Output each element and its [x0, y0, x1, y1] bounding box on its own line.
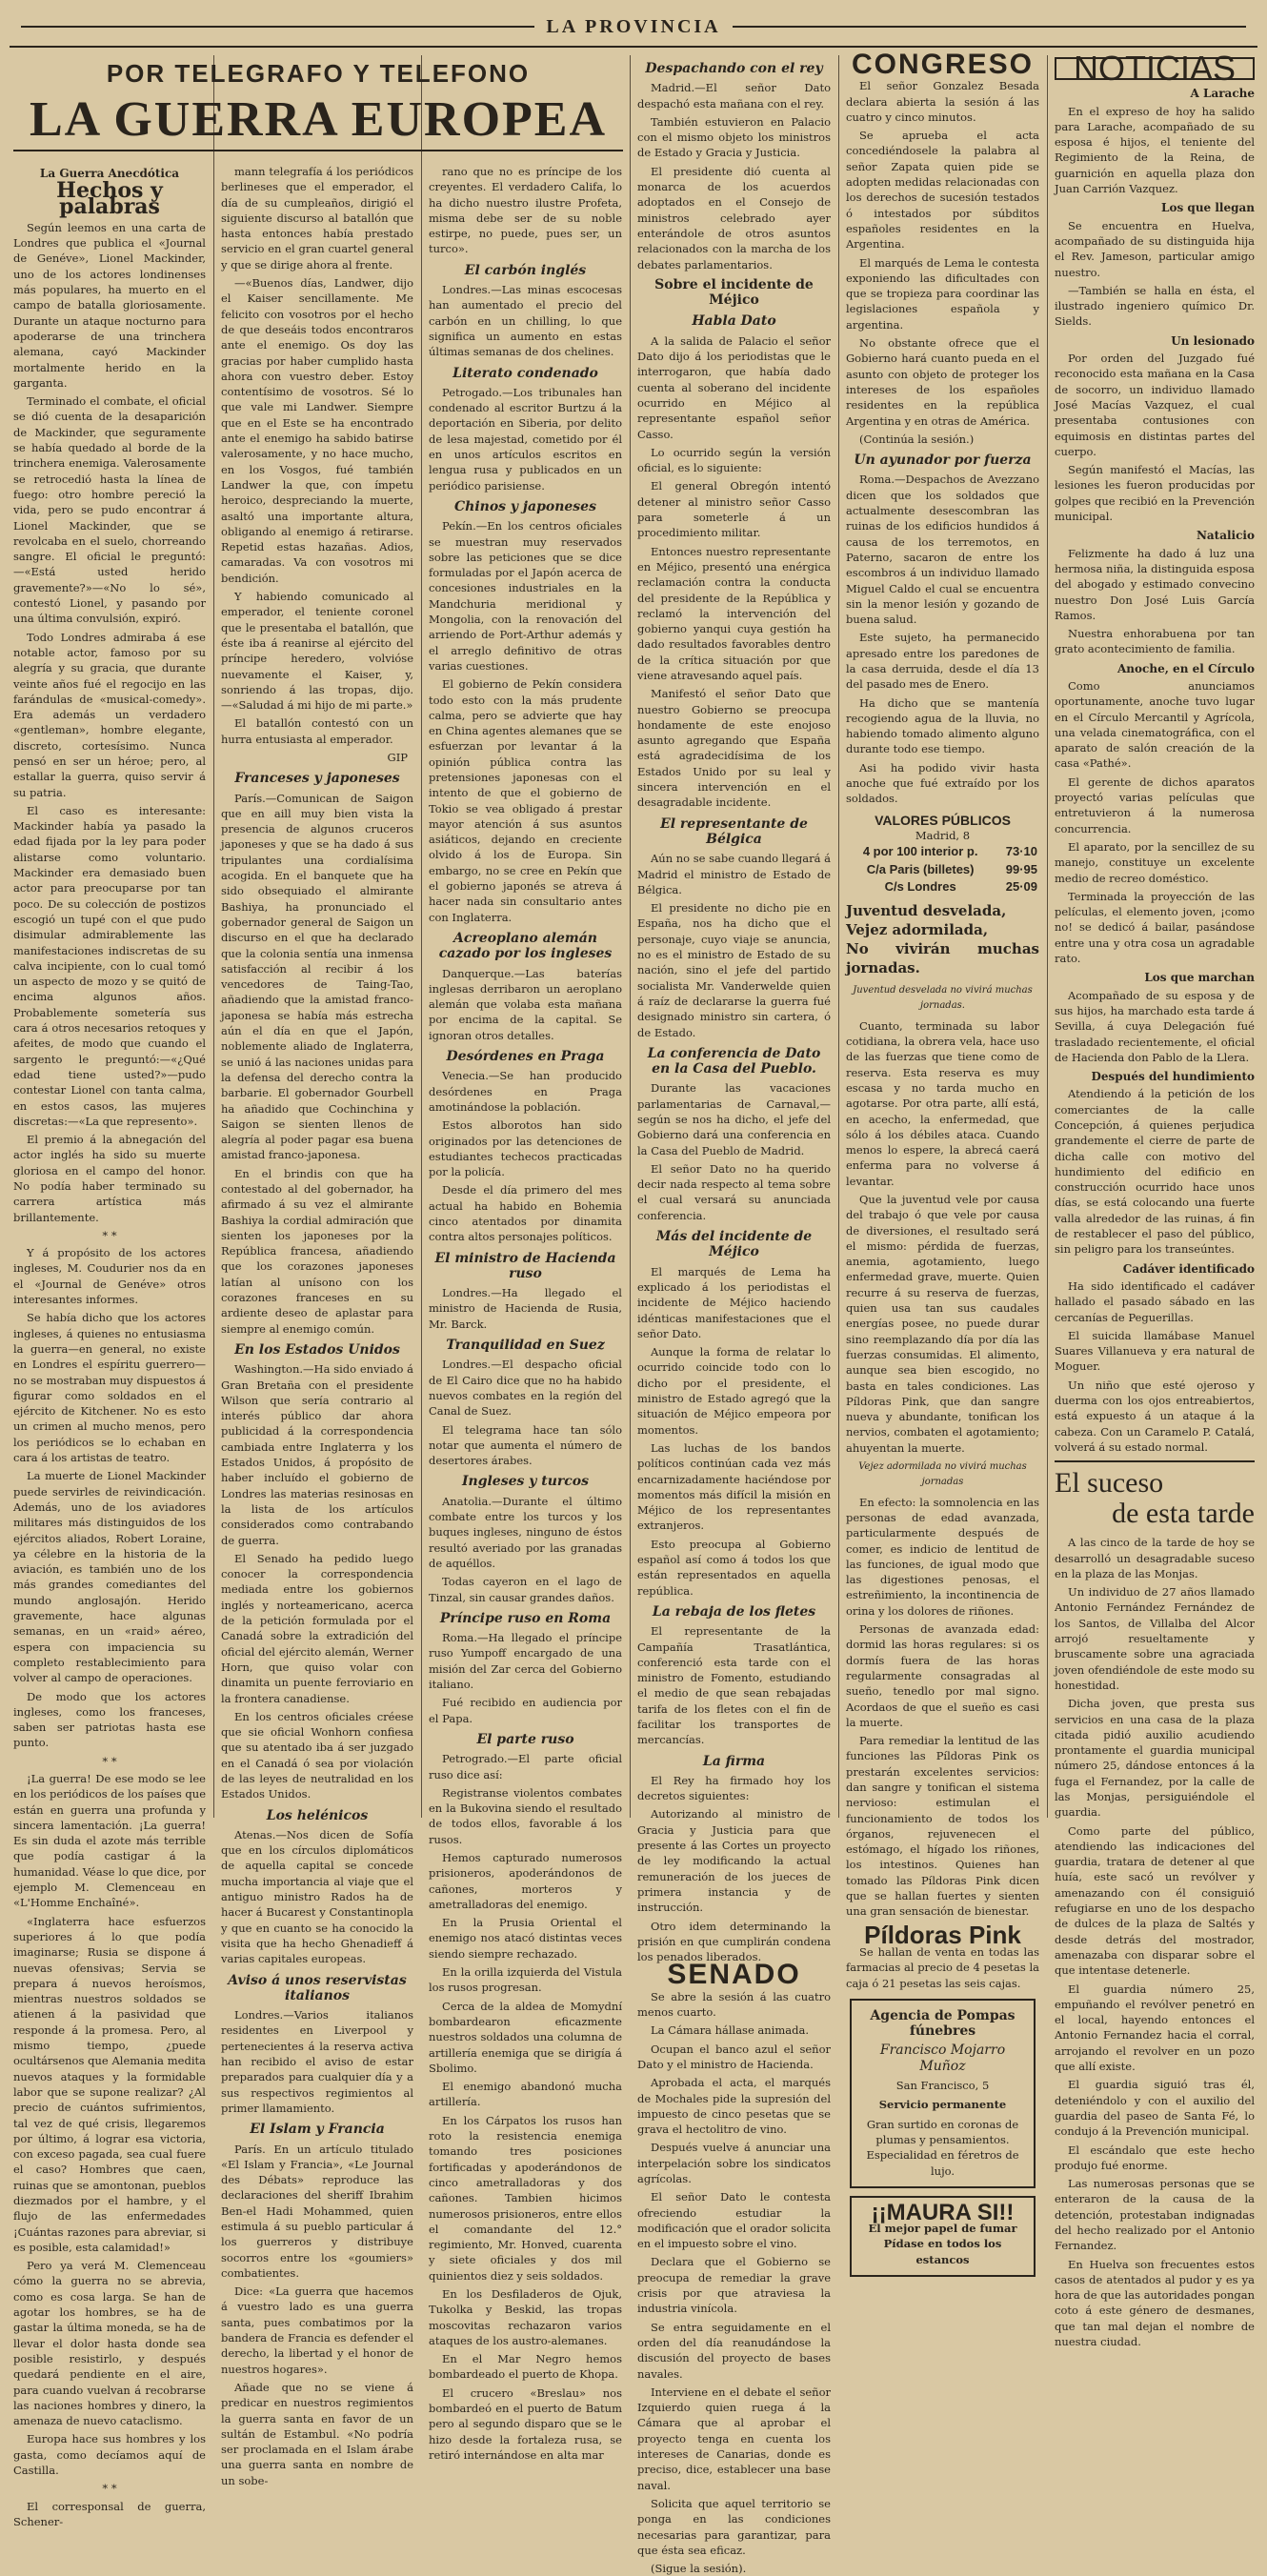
paragraph: Londres.—Varios italianos residentes en Liverpool y pertenecientes á la reserva activa han recibido el aviso de estar preparados para cualquier día y a sus respectivos regimientos al primer llamamiento. — [221, 2008, 413, 2115]
paragraph: Felizmente ha dado á luz una hermosa niña, la distinguida esposa del abogado y estimado convecino nuestro Don José Luis García Ramos. — [1055, 546, 1255, 622]
paragraph: El presidente no dicho pie en España, nos ha dicho que el personaje, cuyo viaje se anuncia, no es el ministro de Estado de su nación, sino el jefe del partido socialista Mr. Vanderwelde quien á raíz de declararse la guerra fué designado ministro sin cartera, ó de Estado. — [637, 901, 831, 1039]
stock-quotes — [846, 813, 1039, 896]
news-heading: Los que llegan — [1161, 201, 1255, 215]
masthead-title: LA PROVINCIA — [546, 15, 721, 37]
paragraph: Para remediar la lentitud de las funciones las Píldoras Pink os prestarán excelentes servicios: dan sangre y tonifican el sistema nervioso: estimulan el funcionamiento de todos los órganos, rejuvenecen el estómago, el hígado los riñones, los intestinos. Quienes han tomado las Píldoras Pink dicen que se hallan fuertes y sienten una gran sensación de bienestar. — [846, 1734, 1039, 1919]
funeral-agency-ad — [850, 1999, 1036, 2188]
paragraph: También estuvieron en Palacio con el mismo objeto los ministros de Estado y Gracia y Justicia. — [637, 114, 831, 160]
paragraph: Cerca de la aldea de Momydní bombardearon eficazmente nuestros soldados una columna de artillería enemiga que se dirigía á Sbolimo. — [429, 1999, 622, 2075]
paragraph: París.—Comunican de Saigon que en aill muy bien vista la presencia de algunos cruceros japoneses y que se ha dado á sus tripulantes una cordialísima acogida. En el banquete que ha sido obsequiado el almirante Bashiya, ha pronunciado el gobernador general de Saigon un discurso en el que ha declarado que la colonia sentía una inmensa satisfacción al recibir á los vencedores de Taing-Tao, añadiendo que la amistad franco-japonesa se había más estrecha aún el día en que el Japón, noblemente aliado de Inglaterra, se unió á las naciones unidas para la defensa del derecho contra la barbarie. El gobernador Gourbell ha añadido que Cochinchina y Saigon se sienten llenos de alegría al poder pagar esa buena amistad franco-japonesa. — [221, 791, 413, 1162]
paragraph: Dice: «La guerra que hacemos á vuestro lado es una guerra santa, pues combatimos por la bandera de Francia es defender el derecho, la libertad y el honor de nuestros hogares». — [221, 2284, 413, 2376]
paragraph: En el brindis con que ha contestado al del gobernador, ha afirmado á su vez el almirante Bashiya la cordial admiración que sienten los japoneses por la República francesa, añadiendo que los corazones japoneses latían al unísono con los corazones franceses en su ardiente deseo de aplastar para siempre al enemigo común. — [221, 1166, 413, 1336]
paragraph: El gerente de dichos aparatos proyectó varias películas que entretuvieron á la numerosa concurrencia. — [1055, 775, 1255, 835]
masthead — [10, 8, 1257, 48]
paragraph: A la salida de Palacio el señor Dato dijo á los periodistas que le interrogaron, que había dado cuenta al soberano del incidente ocurrido en Méjico al representante español señor Casso. — [637, 333, 831, 441]
section-heading: Desórdenes en Praga — [446, 1049, 605, 1065]
paragraph: Como parte del público, atendiendo las indicaciones del guardia, tratara de detener al que huía, este sacó un revólver y amenazando con él consiguió refugiarse en uno de los despacho de dulces de la plaza de Saltés y desde detrás del mostrador, amenazaba con disparar sobre el que intentase detenerle. — [1055, 1823, 1255, 1978]
paragraph: «Inglaterra hace esfuerzos superiores á lo que podía imaginarse; Rusia se dispone á nuevas ofensivas; Servia se prepara á nuevos heroísmos, mientras nuestros soldados se atienen á la pasividad que responde á la promesa. Pero, al mismo tiempo, ¿puede ocultársenos que Alemania medita nuevos ataques y la formidable labor que se supone realizar? ¿Al precio de cuántos sufrimientos, tal vez de qué crisis, llegaremos por último, á lograr esa victoria, con exceso pagada, sea cual fuere el caso? Hombres que caen, ruinas que se amontonan, pueblos diezmados por el hambre, y el flujo de las enfermedades ¡Cuántas razones para abreviar, si es posible, esta calamidad!» — [13, 1914, 206, 2254]
news-heading: A Larache — [1190, 87, 1255, 101]
paragraph: Roma.—Ha llegado el príncipe ruso Yumpoff encargado de una misión del Zar cerca del Gobierno italiano. — [429, 1631, 622, 1692]
section-heading: El parte ruso — [476, 1731, 574, 1747]
paragraph: Londres.—El despacho oficial de El Cairo dice que no ha habido nuevos combates en la región del Canal de Suez. — [429, 1358, 622, 1419]
paragraph: Todas cayeron en el lago de Tinzal, sin causar grandes daños. — [429, 1575, 622, 1604]
paragraph: (Continúa la sesión.) — [859, 432, 975, 446]
column-rule — [213, 55, 214, 1818]
paragraph: El marqués de Lema ha explicado á los periodistas el incidente de Méjico haciendo idénticas manifestaciones que el señor Dato. — [637, 1264, 831, 1340]
section-heading: Ingleses y turcos — [461, 1474, 590, 1490]
paragraph: Autorizando al ministro de Gracia y Justicia para que presente á las Cortes un proyecto de ley modificando la actual remuneración de los jueces de primera instancia y de instrucción. — [637, 1807, 831, 1915]
kicker: La Guerra Anecdótica — [39, 167, 180, 180]
paragraph: Se encuentra en Huelva, acompañado de su distinguida hija el Rev. Jameson, particular amigo nuestro. — [1055, 218, 1255, 279]
paragraph: Madrid.—El señor Dato despachó esta mañana con el rey. — [637, 81, 831, 111]
column-rule — [421, 55, 422, 1818]
paragraph: Ha sido identificado el cadáver hallado el pasado sábado en las cercanías de Peguerillas. — [1055, 1278, 1255, 1324]
paragraph: Hemos capturado numerosos prisioneros, apoderándonos de cañones, morteros y ametralladoras del enemigo. — [429, 1850, 622, 1911]
column-6 — [1055, 49, 1255, 2349]
paragraph: Lo ocurrido según la versión oficial, es lo siguiente: — [637, 445, 831, 475]
paragraph: Danquerque.—Las baterías inglesas derribaron un aeroplano alemán que volaba esta mañana por encima de la capital. Se ignoran otros detalles. — [429, 966, 622, 1042]
paragraph: Ha dicho que se mantenía recogiendo agua de la lluvia, no habiendo tomado alimento alguno durante todo ese tiempo. — [846, 695, 1039, 756]
paragraph: El general Obregón intentó detener al ministro señor Casso para someterle á un procedimiento militar. — [637, 479, 831, 540]
paragraph: El enemigo abandonó mucha artillería. — [429, 2080, 622, 2109]
paragraph: rano que no es príncipe de los creyentes. El verdadero Califa, lo ha dicho nuestro ilustre Profeta, misma debe ser de su noble estirpe, no puede, pues ser, un turco». — [429, 165, 622, 256]
paragraph: Se hallan de venta en todas las farmacias al precio de 4 pesetas la caja ó 21 pesetas las seis cajas. — [846, 1944, 1039, 1990]
pink-pills-heading: Píldoras Pink — [864, 1920, 1021, 1949]
ad-headline — [846, 901, 1039, 977]
table-row — [846, 861, 1039, 878]
paragraph: Todo Londres admiraba á ese notable actor, famoso por su alegría y su gracia, que durante veinte años fué el regocijo en las farándulas de «musical-comedy». Era además un verdadero «gentleman», hombre elegante, discreto, cortesísimo. Nunca pensó en ser un héroe; pero, al estallar la guerra, quiso servir á su patria. — [13, 630, 206, 799]
column-rule — [1047, 55, 1048, 1818]
paragraph: De modo que los actores ingleses, como los franceses, saben ser patriotas hasta ese punto. — [13, 1689, 206, 1750]
paragraph: El presidente dió cuenta al monarca de los acuerdos adoptados en el Consejo de ministros celebrado ayer enterándole de otros asuntos relacionados con la marcha de los debates parlamentarios. — [637, 164, 831, 272]
paragraph: mann telegrafía á los periódicos berlineses que el emperador, el día de su cumpleaños, dirigió el siguiente discurso al batallón que hasta entonces había prestado servicio en el gran cuartel general y que se dirige ahora al frente. — [221, 165, 413, 272]
section-heading: Acreoplano alemán cazado por los ingleses — [438, 930, 613, 962]
paragraph: El gobierno de Pekín considera todo esto con la más prudente calma, pero se advierte que hay en China agentes alemanes que se esfuerzan por levantar á la opinión pública contra las pretensiones japonesas con el intento de que el gobierno de Tokio se vea obligado á prestar mayor atención á sus asuntos asiáticos, dejando en creciente olvido á los de Europa. Sin embargo, no se cree en Pekín que el gobierno japonés se atreva á hacer nada sin consultario antes con Inglaterra. — [429, 677, 622, 924]
quotes-heading: VALORES PÚBLICOS — [875, 812, 1011, 828]
paragraph: Desde el día primero del mes actual ha habido en Bohemia cinco atentados por dinamita contra altos personajes políticos. — [429, 1183, 622, 1244]
paragraph: El representante de la Campañía Trasatlántica, conferenció esta tarde con el ministro de Fomento, estudiando el medio de que sean rebajadas tarifa de los fletes con el fin de facilitar los transportes de mercancías. — [637, 1624, 831, 1747]
paragraph: Atenas.—Nos dicen de Sofía que en los círculos diplomáticos de aquella capital se concede mucha importancia al viaje que el antiguo ministro Rados ha de hacer á Bucarest y Constantinopla y que en cuanto se ha conocido la visita que ha hecho Ghenadieff á varias capitales europeas. — [221, 1827, 413, 1966]
paragraph: La muerte de Lionel Mackinder puede servirles de reivindicación. Además, uno de los aviadores militares más distinguidos de los ejércitos aliados, Robert Loraine, ya célebre en la historia de la aviación, es también uno de los más grandes comediantes del mundo anglosajón. Herido gravemente, hace algunas semanas, en un «raid» aéreo, espera con impaciencia su completo restablecimiento para volver al campo de operaciones. — [13, 1469, 206, 1685]
paragraph: Manifestó el señor Dato que nuestro Gobierno se preocupa hondamente de este enojoso asunto agregando que España está agradecidísima de los Estados Unido por su leal y sincera intervención en el desagradable incidente. — [637, 687, 831, 810]
paragraph: Que la juventud vele por causa del trabajo ó que vele por causa de diversiones, el resultado será el mismo: pérdida de fuerzas, anemia, agotamiento, luego enfermedad grave, muerte. Quien recurre á su reserva de fuerzas, quien usa tan sus caudales energías posee, no puede durar sino reemplazando día por día las fuerzas consumidas. El alimento, aunque sea bien escogido, no basta en tales condiciones. Las Píldoras Pink, que dan sangre nueva y abundante, tonifican los nervios, combaten el agotamiento; ahuyentan la muerte. — [846, 1193, 1039, 1455]
paragraph: Terminada la proyección de las películas, el elemento joven, ¡como no! se dedicó á bailar, pasándose entre una y otra cosa un agradable rato. — [1055, 889, 1255, 966]
paragraph: Solicita que aquel territorio se ponga en las condiciones necesarias para garantizar, para que ésta sea eficaz. — [637, 2496, 831, 2557]
column-4 — [637, 55, 831, 2576]
paragraph: Las numerosas personas que se enteraron de la causa de la detención, protestaban indignadas del hecho realizado por el Antonio Fernandez. — [1055, 2177, 1255, 2253]
section-heading: Franceses y japoneses — [234, 771, 400, 787]
paragraph: Otro idem determinando la prisión en que cumplirán condena los penados liberados. — [637, 1919, 831, 1964]
article-title: Hechos y palabras — [56, 178, 163, 219]
ad-line: Juventud desvelada, — [846, 902, 1007, 920]
paragraph: Asi ha podido vivir hasta anoche que fué extraído por los soldados. — [846, 760, 1039, 806]
ad-text: Gran surtido en coronas de plumas y pensamientos. — [866, 2117, 1019, 2146]
paragraph: Roma.—Despachos de Avezzano dicen que los soldados que actualmente desescombran las ruinas de los edificios hundidos á causa de los terremotos, en Paterno, sacaron de entre los escombros á un individuo llamado Miguel Caldo el cual se encuentra sin la menor lesión y gozando de buena salud. — [846, 473, 1039, 627]
section-heading: El Islam y Francia — [250, 2122, 385, 2138]
section-heading: Chinos y japoneses — [454, 498, 596, 514]
paragraph: Se aprueba el acta concediéndosele la palabra al señor Zapata quien pide se adopten medidas relacionadas con los derechos de sucesión testados ó intestados por súbditos españoles residentes en la Argentina. — [846, 129, 1039, 252]
paragraph: La Cámara hállase animada. — [651, 2023, 809, 2038]
paragraph: Durante las vacaciones parlamentarias de Carnaval,—según se nos ha dicho, el jefe del Gobierno dará una conferencia en la Casa del Pueblo de Madrid. — [637, 1081, 831, 1157]
paragraph: En el Mar Negro hemos bombardeado el puerto de Khopa. — [429, 2352, 622, 2382]
paragraph: Terminado el combate, el oficial se dió cuenta de la desaparición de Mackinder, que seguramente se había quedado al borde de la trinchera enemiga. Valerosamente se retrocedió hasta la línea de fuego: otro hombre pereció la vida, pero se pudo encontrar á Lionel Mackinder, que se revolcaba en el suelo, chorreando sangre. El oficial le preguntó:—«Está usted herido gravemente?»—«No lo sé», contestó Lionel, y pasando por una última convulsión, expiró. — [13, 394, 206, 626]
paragraph: Y habiendo comunicado al emperador, el teniente coronel que le presentaba el batallón, que éste iba á reanirse al ejército del príncipe heredero, volvióse nuevamente el Kaiser, y, sonriendo á las tropas, dijo.—«Saludad á mi hijo de mi parte.» — [221, 590, 413, 713]
masthead-rule-right — [733, 26, 1246, 28]
paragraph: Fué recibido en audiencia por el Papa. — [429, 1696, 622, 1725]
paragraph: Acompañado de su esposa y de sus hijos, ha marchado esta tarde á Sevilla, á cuya Delegación fué trasladado recientemente, el oficial de Hacienda don Pablo de la Llera. — [1055, 988, 1255, 1064]
paragraph: El corresponsal de guerra, Schener- — [13, 2499, 206, 2528]
paragraph: Registranse violentos combates en la Bukovina siendo el resultado de todos ellos, favorable á los rusos. — [429, 1785, 622, 1846]
quote-label: C/a Paris (billetes) — [866, 861, 975, 876]
paragraph: En efecto: la somnolencia en las personas de edad avanzada, particularmente después de comer, es indicio de lentitud de las funciones, de igual modo que las digestiones penosas, el estreñimiento, la incontinencia de orina y los dolores de riñones. — [846, 1495, 1039, 1618]
paragraph: El aparato, por la sencillez de su manejo, constituye un excelente medio de recreo doméstico. — [1055, 839, 1255, 885]
suceso-line-2: de esta tarde — [1112, 1498, 1255, 1530]
senado-heading: SENADO — [667, 1959, 801, 1991]
paragraph: El escándalo que este hecho produjo fué enorme. — [1055, 2143, 1255, 2172]
paragraph: El crucero «Breslau» nos bombardeó en el puerto de Batum pero al segundo disparo que se le hizo desde la fortaleza rusa, se retiró internándose en alta mar — [429, 2385, 622, 2462]
ad-caption: Vejez adormilada no vivirá muchas jornadas — [858, 1461, 1027, 1488]
paragraph: Venecia.—Se han producido desórdenes en Praga amotinándose la población. — [429, 1069, 622, 1114]
news-heading: Los que marchan — [1144, 971, 1255, 985]
paragraph: Añade que no se viene á predicar en nuestros regimientos la guerra santa en favor de un sultán de Estambul. «No podría ser proclamada en el Islam árabe una guerra santa en nombre de un sobe- — [221, 2380, 413, 2487]
paragraph: El guardia número 25, empuñando el revólver penetró en el local, hayendo entonces el Antonio Fernandez hacia el corral, arrojando el revolver en un pozo que allí existe. — [1055, 1982, 1255, 2074]
paragraph: Se entra seguidamente en el orden del día reanudándose la discusión del proyecto de bases navales. — [637, 2320, 831, 2381]
paragraph: El batallón contestó con un hurra entusiasta al emperador. — [221, 716, 413, 746]
paragraph: Esto preocupa al Gobierno español así como á todos los que están representados en aquella república. — [637, 1537, 831, 1598]
paragraph: (Sigue la sesión). — [651, 2562, 747, 2576]
paragraph: Se abre la sesión á las cuatro menos cuarto. — [637, 1989, 831, 2020]
paragraph: Por orden del Juzgado fué reconocido esta mañana en la Casa de socorro, un individuo llamado José Macías Vazquez, el cual presentaba contusiones con equimosis en distintas partes del cuerpo. — [1055, 352, 1255, 458]
section-subhead: Sobre el incidente de Méjico — [654, 276, 814, 309]
section-heading: El representante de Bélgica — [660, 815, 808, 847]
section-heading: El ministro de Hacienda ruso — [434, 1250, 616, 1281]
paragraph: Declara que el Gobierno se preocupa de remediar la grave crisis por que atraviesa la industria vinícola. — [637, 2255, 831, 2316]
column-1 — [13, 164, 206, 2528]
paragraph: El señor Dato le contesta ofreciendo estudiar la modificación que el orador solicita en el impuesto sobre el vino. — [637, 2190, 831, 2251]
ad-text: Pídase en todos los estancos — [883, 2237, 1002, 2266]
paragraph: Estos alborotos han sido originados por las detenciones de estudiantes techecos practicadas por la policía. — [429, 1118, 622, 1179]
ad-address: San Francisco, 5 — [895, 2079, 990, 2093]
congreso-heading: CONGRESO — [851, 49, 1035, 80]
section-heading: Aviso á unos reservistas italianos — [228, 1972, 407, 2003]
quote-value: 73·10 — [1005, 844, 1037, 859]
paragraph: Personas de avanzada edad: dormid las horas regulares: si os dormís fuera de las horas regularmente consagradas al sueño, tenedlo por mal signo. Acordaos de que el sueño es casi la muerte. — [846, 1622, 1039, 1729]
table-row — [846, 878, 1039, 896]
paragraph: El premio á la abnegación del actor inglés ha sido su muerte gloriosa en el campo del honor. No podía haber terminado su carrera artística más brillantemente. — [13, 1133, 206, 1224]
paragraph: Dicha joven, que presta sus servicios en una casa de la plaza citada pidió auxilio acudiendo prontamente el guardia municipal número 25, dándose entonces á la fuga el Fernandez, por la calle de las Monjas, persiguiéndole el guardia. — [1055, 1697, 1255, 1820]
section-heading: La rebaja de los fletes — [652, 1603, 816, 1620]
paragraph: En el expreso de hoy ha salido para Larache, acompañado de su esposa é hijos, el teniente del Regimiento de la Reina, de guarnición en aquella plaza don Juan Carrión Vazquez. — [1055, 104, 1255, 196]
paragraph: A las cinco de la tarde de hoy se desarrolló un desagradable suceso en la plaza de las Monjas. — [1055, 1536, 1255, 1580]
section-heading: Más del incidente de Méjico — [655, 1229, 813, 1260]
paragraph: Cuanto, terminada su labor cotidiana, la obrera vela, hace uso de las fuerzas que tiene como de reserva. Esta reserva es muy escasa y no tarda mucho en agotarse. Por otra parte, allí está, en acecho, la enfermedad, que sólo á los débiles ataca. Cuando menos lo espere, la abrecá caerá enferma para no volverse á levantar. — [846, 1018, 1039, 1188]
paragraph: Anatolia.—Durante el último combate entre los turcos y los buques ingleses, ninguno de éstos resultó averiado por las granadas de aquéllos. — [429, 1494, 622, 1570]
news-heading: Después del hundimiento — [1091, 1070, 1255, 1084]
paragraph: Se había dicho que los actores ingleses, á quienes no entusiasma la guerra—en general, no existe en Londres el espíritu guerrero—no se mostraban muy dispuestos á figurar como soldados en el ejército de Kitchener. No es esto un crimen al mucho menos, pero los periódicos se lo echaban en cara á los artistas de teatro. — [13, 1311, 206, 1465]
separator: * * — [102, 2482, 117, 2496]
noticias-heading: NOTICIAS — [1055, 57, 1255, 80]
paragraph: Según manifestó el Macías, las lesiones les fueron producidas por golpes que recibió en la Prevención municipal. — [1055, 463, 1255, 524]
section-heading: El carbón inglés — [464, 262, 587, 278]
paragraph: Petrogado.—Los tribunales han condenado al escritor Burtzu á la deportación en Siberia, por delito de lesa majestad, cometido por él en unos artículos escritos en lengua rusa y publicados en un periódico parisiense. — [429, 385, 622, 493]
paragraph: En los centros oficiales créese que sie oficial Wonhorn confiesa que su atentado iba á ser juzgado en el Canadá ó sea por violación de las leyes de neutralidad en los Estados Unidos. — [221, 1709, 413, 1801]
ad-caption: Juventud desvelada no vivirá muchas jornadas. — [853, 985, 1033, 1012]
paragraph: El Rey ha firmado hoy los decretos siguientes: — [637, 1773, 831, 1803]
separator: * * — [102, 1228, 117, 1242]
section-heading: Los helénicos — [266, 1807, 369, 1823]
paragraph: El señor Gonzalez Besada declara abierta la sesión á las cuatro y cinco minutos. — [846, 79, 1039, 124]
paragraph: Según leemos en una carta de Londres que publica el «Journal de Genéve», Lionel Mackinder, uno de los actores londinenses más populares, ha muerto en el campo de batalla gloriosamente. Durante un ataque nocturno para apoderarse de una trinchera alemana, cayó Mackinder mortalmente herido en la garganta. — [13, 220, 206, 390]
column-2 — [221, 164, 413, 2487]
signature: GIP — [387, 750, 408, 764]
paragraph: Interviene en el debate el señor Izquierdo quien ruega á la Cámara que al aprobar el proyecto tenga en cuenta los intereses de Canarias, donde es preciso, dice, establecer una base naval. — [637, 2385, 831, 2492]
banner-headline: LA GUERRA EUROPEA — [13, 94, 623, 151]
paragraph: El suicida llamábase Manuel Suares Villanueva y era natural de Moguer. — [1055, 1328, 1255, 1374]
paragraph: Después vuelve á anunciar una interpelación sobre los sindicatos agrícolas. — [637, 2141, 831, 2185]
paragraph: El Senado ha pedido luego conocer la correspondencia mediada entre los gobiernos inglés y norteamericano, acerca de la petición formulada por el Canadá sobre la extradición del oficial del ejército alemán, Werner Horn, que quiso volar con dinamita un puente ferroviario en la frontera canadiense. — [221, 1551, 413, 1705]
paragraph: No obstante ofrece que el Gobierno hará cuanto pueda en el asunto con objeto de proteger los intereses de los españoles residentes en la república Argentina y en otras de América. — [846, 336, 1039, 428]
quotes-table — [846, 843, 1039, 896]
paragraph: ¡La guerra! De ese modo se lee en los periódicos de los países que están en guerra una profunda y sincera lamentación. ¡La guerra! Es sin duda el azote más terrible que podía castigar á la humanidad. Véase lo que dice, por ejemplo M. Clemenceau en «L'Homme Enchaîné». — [13, 1771, 206, 1910]
ad-text: El mejor papel de fumar — [868, 2222, 1017, 2236]
ad-service: Servicio permanente — [878, 2098, 1007, 2112]
ad-title: Agencia de Pompas fúnebres — [870, 2007, 1016, 2040]
quote-value: 25·09 — [1005, 878, 1037, 894]
ad-line: No vivirán muchas jornadas. — [846, 940, 1039, 977]
paragraph: El telegrama hace tan sólo notar que aumenta el número de desertores árabes. — [429, 1422, 622, 1468]
paragraph: En Huelva son frecuentes estos casos de atentados al pudor y es ya hora de que las autoridades pongan coto á este género de desmanes, que tan mal dejan el nombre de nuestra ciudad. — [1055, 2257, 1255, 2349]
column-5 — [846, 49, 1039, 2266]
paragraph: Londres.—Ha llegado el ministro de Hacienda de Rusia, Mr. Barck. — [429, 1286, 622, 1331]
paragraph: El guardia siguió tras él, deteniéndolo y con el auxilio del guardia del paseo de Santa Fé, lo condujo á la Prevención municipal. — [1055, 2078, 1255, 2139]
paragraph: París. En un artículo titulado «El Islam y Francia», «Le Journal des Débats» reproduce las declaraciones del sheriff Ibrahim Ben-el Hadi Mohammed, quien estimula á su pueblo particular á los guerreros y distribuye socorros entre los «goumiers» combatientes. — [221, 2142, 413, 2280]
paragraph: Washington.—Ha sido enviado á Gran Bretaña con el presidente Wilson que sería contrario al interés público dar ahora publicidad á la correspondencia cambiada entre Inglaterra y los Estados Unidos, á propósito de haber incluído el gobierno de Londres las materias resinosas en la lista de los artículos considerados como contrabando de guerra. — [221, 1362, 413, 1547]
section-heading: Tranquilidad en Suez — [446, 1338, 605, 1354]
table-row — [846, 843, 1039, 860]
quote-label: 4 por 100 interior p. — [862, 844, 978, 859]
paragraph: Y á propósito de los actores ingleses, M. Coudurier nos da en el «Journal de Genéve» otros interesantes informes. — [13, 1246, 206, 1307]
paragraph: El señor Dato no ha querido decir nada respecto al tema sobre el cual versará su anunciada conferencia. — [637, 1161, 831, 1222]
news-heading: Natalicio — [1196, 529, 1255, 543]
paragraph: Atendiendo á la petición de los comerciantes de la calle Concepción, á quienes perjudica grandemente el cierre de parte de dicha calle con motivo del hundimiento del edificio en construcción ocurrido hace unos días, se está colocando una fuerte valla alrededor de las ruinas, á fin de restablecer el paso del público, sin peligro para los transeúntes. — [1055, 1087, 1255, 1257]
suceso-heading — [1055, 1460, 1255, 1529]
paragraph: Entonces nuestro representante en Méjico, presentó una enérgica reclamación contra la conducta del presidente de la República y reclamó la intervención del gobierno yanqui cuya gestión ha dado resultados favorables dentro de la crítica situación por que viene atravesando aquel país. — [637, 544, 831, 682]
banner-pretitle: POR TELEGRAFO Y TELEFONO — [106, 59, 531, 88]
section-heading: Habla Dato — [692, 313, 776, 330]
section-heading: La firma — [702, 1753, 766, 1769]
paragraph: Las luchas de los bandos políticos continúan cada vez más encarnizadamente haciéndose por momentos más difícil la misión en Méjico de los representantes extranjeros. — [637, 1440, 831, 1533]
paragraph: En la orilla izquierda del Vistula los rusos progresan. — [429, 1965, 622, 1995]
quote-value: 99·95 — [1005, 861, 1037, 876]
paragraph: —También se halla en ésta, el ilustrado ingeniero químico Dr. Sields. — [1055, 283, 1255, 329]
ad-text: Especialidad en féretros de lujo. — [866, 2148, 1019, 2178]
section-heading: La conferencia de Dato en la Casa del Pueblo. — [647, 1045, 821, 1077]
section-heading: Un ayunador por fuerza — [854, 453, 1032, 469]
quotes-date: Madrid, 8 — [915, 828, 971, 842]
paragraph: Este sujeto, ha permanecido apresado entre los paredones de la casa derruida, desde el día 13 del pasado mes de Enero. — [846, 631, 1039, 692]
paragraph: En la Prusia Oriental el enemigo nos atacó distintas veces siendo siempre rechazado. — [429, 1916, 622, 1961]
news-heading: Un lesionado — [1171, 333, 1255, 348]
paragraph: En los Desfiladeros de Ojuk, Tukolka y Beskid, las tropas moscovitas rechazaron varios ataques de los austro-alemanes. — [429, 2287, 622, 2347]
ad-line: Vejez adormilada, — [846, 921, 989, 939]
paragraph: El caso es interesante: Mackinder había ya pasado la edad fijada por la ley para poder alistarse como voluntario. Mackinder era demasiado buen actor para preocuparse por tan poco. De su colección de postizos escogió un tupé con el que pudo disimular admirablemente las manifestaciones indiscretas de su calva incipiente, con lo cual tomó un aspecto de mozo y se quitó de encima algunos años. Probablemente sometería sus cara á otros necesarios retoques y afeites, de modo que cuando el sargento le preguntó:—«¿Qué edad tiene usted?»—pudo contestar Lionel con tanta calma, en estos casos, las mujeres discretas:—«La que represento». — [13, 803, 206, 1128]
masthead-rule-left — [21, 26, 534, 28]
suceso-line-1: El suceso — [1055, 1467, 1164, 1499]
paragraph: Londres.—Las minas escocesas han aumentado el precio del carbón en un chilling, lo que significa un aumento en estas últimas semanas de dos chelines. — [429, 283, 622, 359]
paragraph: Ocupan el banco azul el señor Dato y el ministro de Hacienda. — [637, 2042, 831, 2071]
maura-paper-ad — [850, 2196, 1036, 2277]
paragraph: Pero ya verá M. Clemenceau cómo la guerra no se abrevia, como es cosa larga. Se han de agotar los hombres, se ha de gastar la última moneda, se ha de llevar el dolor hasta donde sea posible resistirlo, y después quedará pendiente en el aire, para cuando vuelvan á recobrarse las naciones hombres y dinero, la amenaza de nuevo cataclismo. — [13, 2259, 206, 2428]
paragraph: En los Cárpatos los rusos han roto la resistencia enemiga tomando tres posiciones fortificadas y apoderándonos de cinco ametralladoras y dos cañones. Tambien hicimos numerosos prisioneros, entre ellos el comandante del 12.° regimiento, Mr. Honved, cuarenta y siete oficiales y dos mil quinientos diez y seis soldados. — [429, 2113, 622, 2283]
paragraph: El marqués de Lema le contesta exponiendo las dificultades con que se tropieza para coordinar las legislaciones española y argentina. — [846, 255, 1039, 332]
section-heading: Literato condenado — [452, 365, 598, 381]
paragraph: Un niño que esté ojeroso y duerma con los ojos entreabiertos, está expuesto á un ataque á la cabeza. Con un Caramelo P. Catalá, volverá á su estado normal. — [1055, 1378, 1255, 1454]
paragraph: Aprobada el acta, el marqués de Mochales pide la supresión del impuesto de cinco pesetas que se grava el hectolitro de vino. — [637, 2076, 831, 2137]
paragraph: Como anunciamos oportunamente, anoche tuvo lugar en el Círculo Mercantil y Agrícola, una velada cinematográfica, con el aparato de salón creación de la casa «Pathé». — [1055, 678, 1255, 771]
paragraph: Nuestra enhorabuena por tan grato acontecimiento de familia. — [1055, 627, 1255, 656]
war-banner — [13, 55, 623, 151]
column-3 — [429, 164, 622, 2462]
paragraph: Un individuo de 27 años llamado Antonio Fernández Fernández de los Santos, de Villalba del Alcor arrojó resueltamente y bruscamente sobre una agraciada joven ofendiéndole de este modo su honestidad. — [1055, 1585, 1255, 1692]
section-heading: Despachando con el rey — [645, 61, 823, 76]
paragraph: Petrogrado.—El parte oficial ruso dice así: — [429, 1752, 622, 1781]
section-heading: Príncipe ruso en Roma — [439, 1610, 612, 1626]
separator: * * — [102, 1754, 117, 1768]
paragraph: —«Buenos días, Landwer, dijo el Kaiser sencillamente. Me felicito con vosotros por el hecho de que deseáis todos encontraros ante el enemigo. Os doy las gracias por haber cumplido hasta ahora con vuestro deber. Estoy contentísimo de vosotros. Sé lo que vale mi Landwer. Siempre que en el Este se ha encontrado ante el enemigo ha sabido batirse valerosamente, y no hace mucho, en los Vosgos, fué también Landwer la que, con ímpetu heroico, despreciando la muerte, asaltó una importante altura, obligando al enemigo á retirarse. Repetid estas hazañas. Adios, camaradas. Va con vosotros mi bendición. — [221, 276, 413, 585]
paragraph: Europa hace sus hombres y los gasta, como decíamos aquí de Castilla. — [13, 2432, 206, 2478]
quote-label: C/s Londres — [884, 878, 956, 894]
column-rule — [838, 55, 839, 1818]
ad-owner: Francisco Mojarro Muñoz — [879, 2043, 1006, 2074]
column-rule — [630, 55, 631, 1818]
paragraph: Aunque la forma de relatar lo ocurrido coincide todo con lo dicho por el presidente, el ministro de Estado agregó que la situación de Méjico empeora por momentos. — [637, 1345, 831, 1437]
news-heading: Anoche, en el Círculo — [1117, 661, 1255, 675]
paragraph: Aún no se sabe cuando llegará á Madrid el ministro de Estado de Bélgica. — [637, 852, 831, 896]
paragraph: Pekín.—En los centros oficiales se muestran muy reservados sobre las peticiones que se dice formuladas por el Japón acerca de concesiones industriales en la Mandchuria meridional y Mongolia, con la renovación del arriendo de Port-Arthur además y el arreglo definitivo de otras varias cuestiones. — [429, 519, 622, 673]
news-heading: Cadáver identificado — [1122, 1261, 1255, 1276]
ad-title: ¡¡MAURA SI!! — [871, 2199, 1015, 2225]
section-heading: En los Estados Unidos — [234, 1341, 400, 1358]
